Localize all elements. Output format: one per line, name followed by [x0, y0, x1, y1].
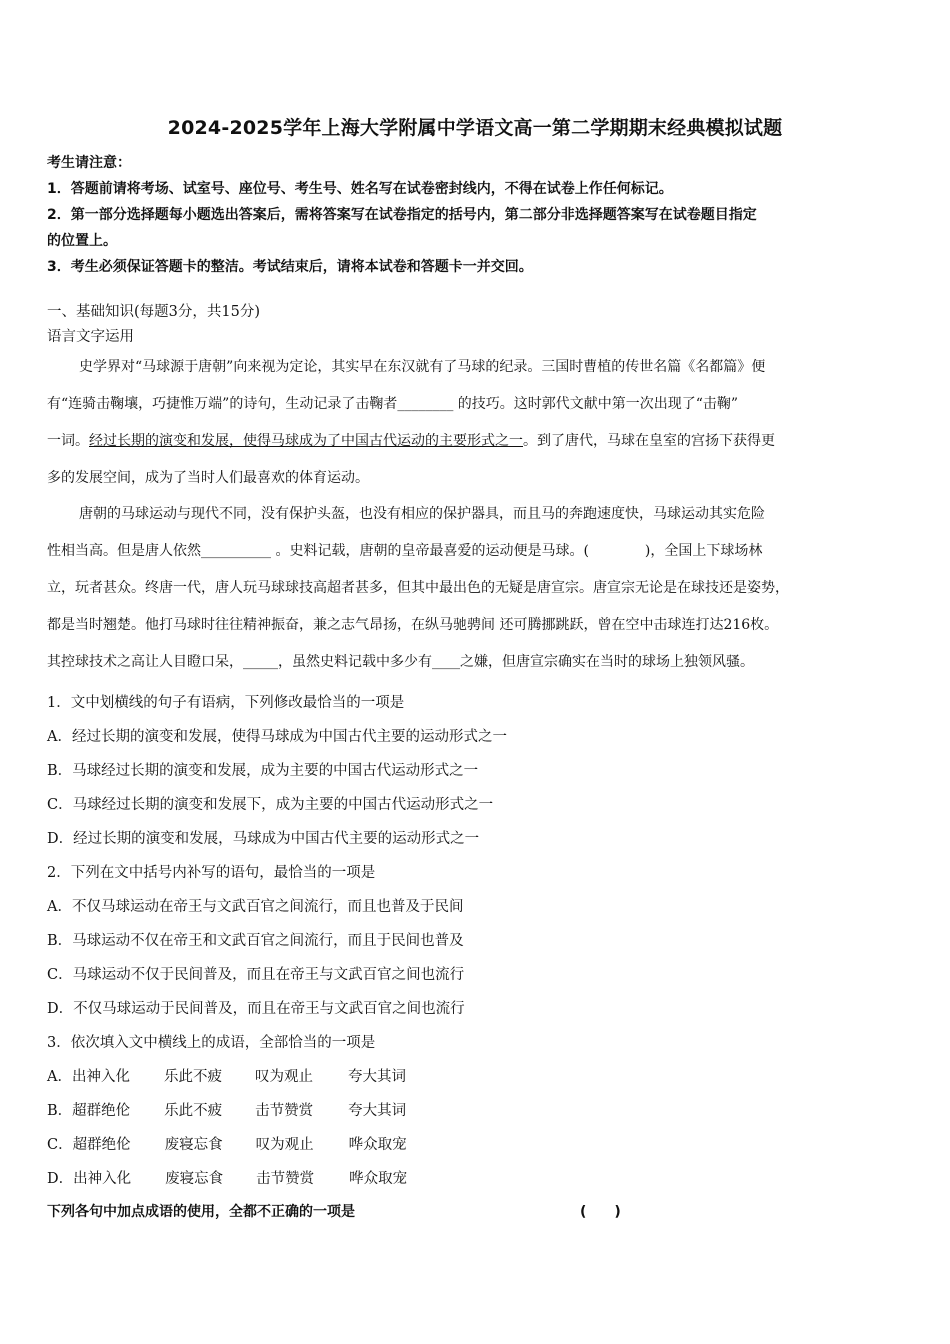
question-stem: 1．文中划横线的句子有语病，下列修改最恰当的一项是	[47, 695, 405, 711]
idiom-choice: 出神入化	[71, 1069, 130, 1085]
idiom-choice: 超群绝伦	[72, 1103, 131, 1119]
notice-item: 2．第一部分选择题每小题选出答案后，需将答案写在试卷指定的括号内，第二部分非选择题答案写在试卷题目指定	[47, 207, 757, 223]
passage-text: 。到了唐代，马球在皇室的宫扬下获得更	[523, 433, 775, 449]
question-option: C．马球运动不仅于民间普及，而且在帝王与文武百官之间也流行	[47, 967, 465, 983]
passage-line: 立，玩者甚众。终唐一代，唐人玩马球球技高超者甚多，但其中最出色的无疑是唐宣宗。唐宣宗无论是在球技还是姿势，	[47, 580, 789, 596]
idiom-choice: 出神入化	[73, 1171, 132, 1187]
question-option	[47, 1099, 406, 1120]
question-option: D．不仅马球运动于民间普及，而且在帝王与文武百官之间也流行	[47, 1001, 465, 1017]
passage-line	[47, 423, 913, 460]
option-label: C．	[47, 1137, 73, 1153]
passage-paragraph-2	[47, 496, 913, 681]
question-option	[47, 1133, 407, 1154]
idiom-choice: 废寝忘食	[165, 1171, 224, 1187]
question-option	[47, 1065, 406, 1086]
question-stem: 3．依次填入文中横线上的成语，全部恰当的一项是	[47, 1035, 376, 1051]
notice-item: 1．答题前请将考场、试室号、座位号、考生号、姓名写在试卷密封线内，不得在试卷上作任何标记。	[47, 181, 673, 197]
idiom-choice: 超群绝伦	[72, 1137, 131, 1153]
section-heading: 一、基础知识(每题3分，共15分)	[47, 304, 260, 320]
passage-line: 其控球技术之高让人目瞪口呆，_____，虽然史料记载中多少有____之嫌，但唐宣宗确实在当时的球场上独领风骚。	[47, 654, 754, 670]
question-option: D．经过长期的演变和发展，马球成为中国古代主要的运动形式之一	[47, 831, 480, 847]
idiom-choice: 夸大其词	[347, 1069, 406, 1085]
idiom-choice: 哗众取宠	[348, 1137, 407, 1153]
question-stem: 2．下列在文中括号内补写的语句，最恰当的一项是	[47, 865, 376, 881]
question-option: A．不仅马球运动在帝王与文武百官之间流行，而且也普及于民间	[47, 899, 464, 915]
idiom-choice: 击节赞赏	[256, 1171, 315, 1187]
question-option: C．马球经过长期的演变和发展下，成为主要的中国古代运动形式之一	[47, 797, 494, 813]
question-option	[47, 1167, 407, 1188]
passage-text: 一词。	[47, 433, 89, 449]
exam-notice	[47, 150, 907, 280]
option-label: B．	[47, 1103, 73, 1119]
idiom-choice: 击节赞赏	[255, 1103, 314, 1119]
underlined-sentence: 经过长期的演变和发展，使得马球成为了中国古代运动的主要形式之一	[89, 433, 523, 449]
idiom-choice: 夸大其词	[348, 1103, 407, 1119]
passage-line: 有“连骑击鞠壤，巧捷惟万端”的诗句，生动记录了击鞠者________ 的技巧。这时郭代文献中第一次出现了“击鞠”	[47, 396, 739, 412]
page-title: 2024-2025学年上海大学附属中学语文高一第二学期期末经典模拟试题	[167, 117, 783, 139]
question-option: B．马球运动不仅在帝王和文武百官之间流行，而且于民间也普及	[47, 933, 464, 949]
idiom-choice: 叹为观止	[254, 1069, 313, 1085]
option-label: A．	[47, 1069, 72, 1085]
answer-parentheses: ( )	[580, 1204, 621, 1220]
idiom-choice: 叹为观止	[255, 1137, 314, 1153]
section-subheading: 语言文字运用	[47, 329, 134, 345]
idiom-choice: 哗众取宠	[349, 1171, 408, 1187]
idiom-choice: 乐此不疲	[163, 1069, 222, 1085]
question-option: A．经过长期的演变和发展，使得马球成为中国古代主要的运动形式之一	[47, 729, 507, 745]
passage-line: 唐朝的马球运动与现代不同，没有保护头盔，也没有相应的保护器具，而且马的奔跑速度快，马球运动其实危险	[79, 506, 765, 522]
idiom-choice: 乐此不疲	[164, 1103, 223, 1119]
passage-line: 都是当时翘楚。他打马球时往往精神振奋，兼之志气昂扬，在纵马驰骋间 还可腾挪跳跃，曾在空中击球连打达216枚。	[47, 617, 779, 633]
passage-line: 性相当高。但是唐人依然__________ 。史料记载，唐朝的皇帝最喜爱的运动便是马球。( )，全国上下球场林	[47, 543, 763, 559]
passage-line: 史学界对“马球源于唐朝”向来视为定论，其实早在东汉就有了马球的纪录。三国时曹植的传世名篇《名都篇》便	[79, 359, 766, 375]
idiom-choice: 废寝忘食	[164, 1137, 223, 1153]
option-label: D．	[47, 1171, 74, 1187]
notice-heading: 考生请注意：	[47, 155, 131, 171]
passage-paragraph-1	[47, 349, 913, 497]
notice-item: 3．考生必须保证答题卡的整洁。考试结束后，请将本试卷和答题卡一并交回。	[47, 259, 533, 275]
question-option: B．马球经过长期的演变和发展，成为主要的中国古代运动形式之一	[47, 763, 479, 779]
passage-line: 多的发展空间，成为了当时人们最喜欢的体育运动。	[47, 470, 369, 486]
notice-item: 的位置上。	[47, 233, 117, 249]
final-question-stem: 下列各句中加点成语的使用，全都不正确的一项是	[47, 1204, 355, 1220]
